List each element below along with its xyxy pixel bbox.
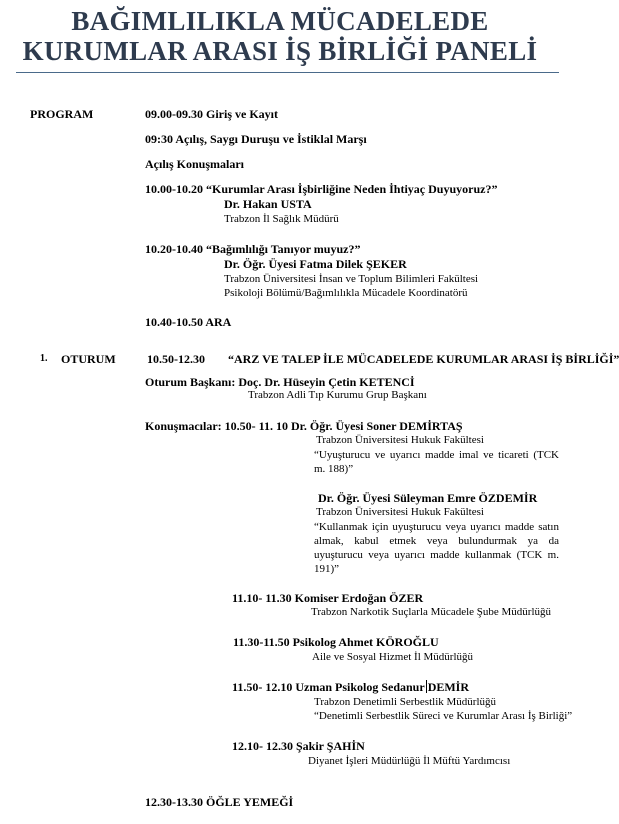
session-time: 10.50-12.30 bbox=[147, 352, 205, 366]
program-label: PROGRAM bbox=[30, 107, 94, 121]
session-chair-affiliation: Trabzon Adli Tıp Kurumu Grup Başkanı bbox=[248, 389, 427, 401]
speaker2-topic: “Kullanmak için uyuşturucu veya uyarıcı madde satın almak, kabul etmek veya bulundurmak ya da uyuşturucu veya uyarıcı madde kullanmak (TCK m. 191)” bbox=[314, 521, 559, 575]
lunch-item: 12.30-13.30 ÖĞLE YEMEĞİ bbox=[145, 795, 294, 809]
talk2-affiliation-1: Trabzon Üniversitesi İnsan ve Toplum Bilimleri Fakültesi bbox=[224, 273, 479, 285]
talk2-speaker: Dr. Öğr. Üyesi Fatma Dilek ŞEKER bbox=[224, 257, 407, 271]
speaker6-line: 12.10- 12.30 Şakir ŞAHİN bbox=[232, 739, 365, 753]
speaker3-affiliation: Trabzon Narkotik Suçlarla Mücadele Şube Müdürlüğü bbox=[311, 606, 552, 618]
talk2-affiliation-2: Psikoloji Bölümü/Bağımlılıkla Mücadele Koordinatörü bbox=[224, 287, 468, 299]
speaker6-affiliation: Diyanet İşleri Müdürlüğü İl Müftü Yardımcısı bbox=[308, 755, 511, 767]
session-label: OTURUM bbox=[61, 352, 116, 366]
opening-speeches-heading: Açılış Konuşmaları bbox=[145, 157, 245, 171]
text-cursor bbox=[426, 680, 427, 693]
talk1-time-title: 10.00-10.20 “Kurumlar Arası İşbirliğine Neden İhtiyaç Duyuyoruz?” bbox=[145, 182, 498, 196]
speaker5-affiliation: Trabzon Denetimli Serbestlik Müdürlüğü bbox=[314, 696, 496, 708]
session-number: 1. bbox=[40, 353, 48, 364]
speaker2-name: Dr. Öğr. Üyesi Süleyman Emre ÖZDEMİR bbox=[318, 491, 538, 505]
speaker5-line bbox=[232, 680, 469, 695]
talk1-affiliation: Trabzon İl Sağlık Müdürü bbox=[224, 213, 339, 225]
speaker3-line: 11.10- 11.30 Komiser Erdoğan ÖZER bbox=[232, 591, 424, 605]
opening-item: 09:30 Açılış, Saygı Duruşu ve İstiklal Marşı bbox=[145, 132, 367, 146]
session-title: “ARZ VE TALEP İLE MÜCADELEDE KURUMLAR ARASI İŞ BİRLİĞİ” bbox=[228, 352, 619, 366]
break-item: 10.40-10.50 ARA bbox=[145, 315, 232, 329]
speaker5-line-part-b: DEMİR bbox=[427, 680, 470, 694]
talk2-time-title: 10.20-10.40 “Bağımlılığı Tanıyor muyuz?” bbox=[145, 242, 361, 256]
registration-item: 09.00-09.30 Giriş ve Kayıt bbox=[145, 107, 278, 121]
speakers-line: Konuşmacılar: 10.50- 11. 10 Dr. Öğr. Üyesi Soner DEMİRTAŞ bbox=[145, 419, 463, 433]
title-divider bbox=[16, 72, 559, 73]
title-line-1: BAĞIMLILIKLA MÜCADELEDE bbox=[71, 6, 489, 36]
talk1-speaker: Dr. Hakan USTA bbox=[224, 197, 312, 211]
speaker1-topic: “Uyuşturucu ve uyarıcı madde imal ve ticareti (TCK m. 188)” bbox=[314, 449, 559, 475]
speaker5-topic: “Denetimli Serbestlik Süreci ve Kurumlar Arası İş Birliği” bbox=[314, 710, 573, 722]
speaker1-affiliation: Trabzon Üniversitesi Hukuk Fakültesi bbox=[316, 434, 484, 446]
speaker4-affiliation: Aile ve Sosyal Hizmet İl Müdürlüğü bbox=[312, 651, 474, 663]
speaker4-line: 11.30-11.50 Psikolog Ahmet KÖROĞLU bbox=[233, 635, 439, 649]
title-line-2: KURUMLAR ARASI İŞ BİRLİĞİ PANELİ bbox=[22, 36, 538, 66]
speaker5-line-part-a: 11.50- 12.10 Uzman Psikolog Sedanur bbox=[232, 680, 425, 694]
speaker2-affiliation: Trabzon Üniversitesi Hukuk Fakültesi bbox=[316, 506, 484, 518]
session-chair: Oturum Başkanı: Doç. Dr. Hüseyin Çetin KETENCİ bbox=[145, 375, 415, 389]
